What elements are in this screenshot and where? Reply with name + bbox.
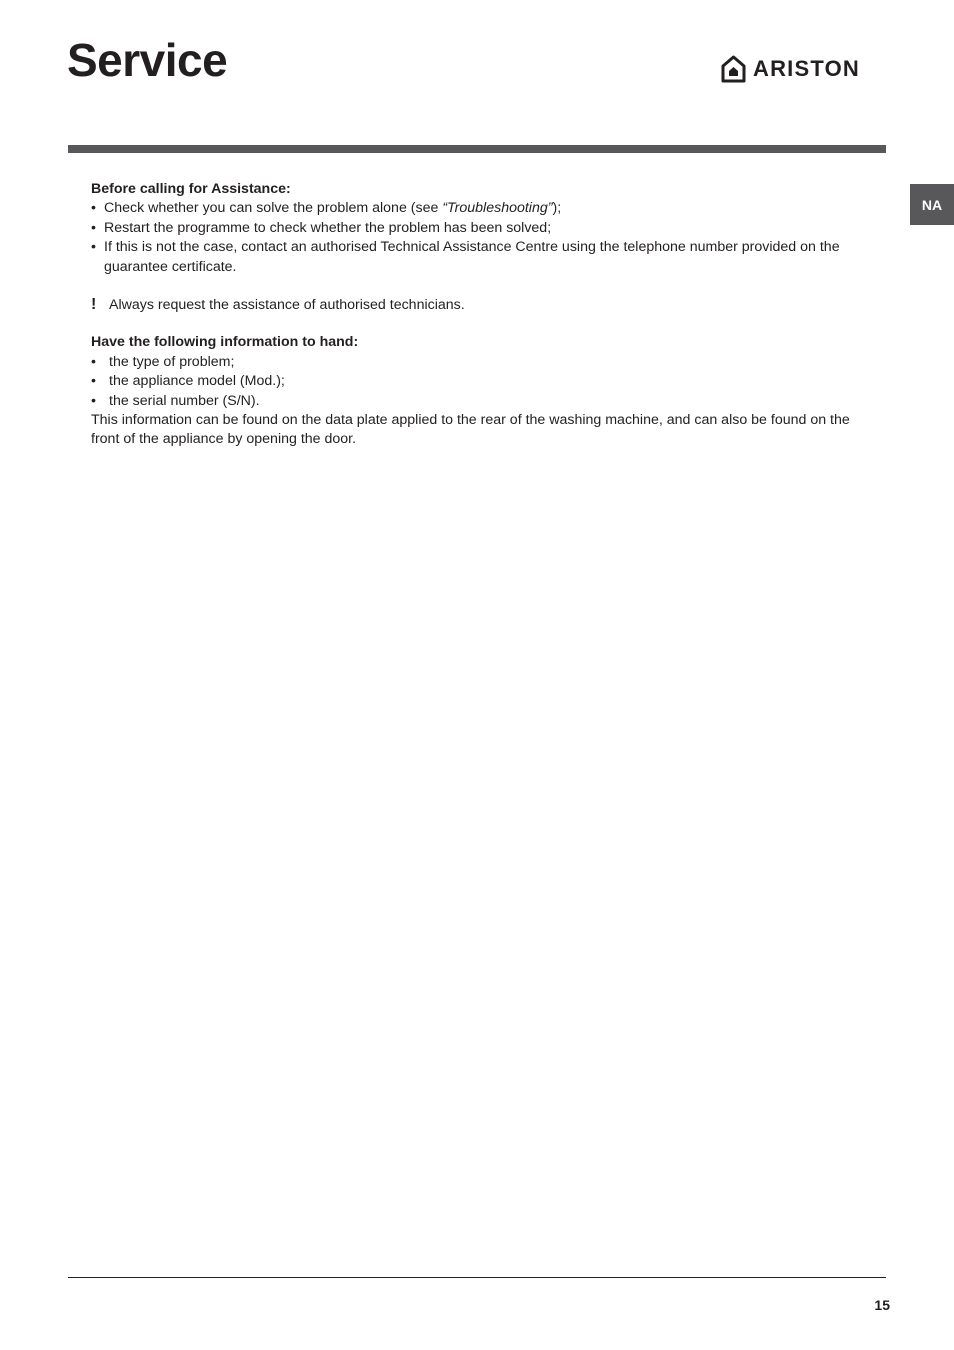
footer-rule [68,1277,886,1278]
list-item: • the appliance model (Mod.); [91,372,851,391]
list-item-text: ); [552,200,562,217]
section-heading: Before calling for Assistance: [91,181,291,197]
page-number: 15 [874,1297,890,1313]
list-item: • If this is not the case, contact an authorised Technical Assistance Centre using the telephone number provided on the guarantee certificate. [91,238,851,277]
information-paragraph: This information can be found on the data plate applied to the rear of the washing machine, and can also be found on the front of the appliance by opening the door. [91,412,850,448]
troubleshooting-reference: “Troubleshooting” [442,200,553,217]
house-logo-icon [721,55,746,83]
header-rule [68,145,886,153]
list-item [91,199,851,218]
information-list [91,353,851,411]
page-title: Service [67,34,228,86]
exclamation-icon: ! [91,296,97,314]
language-tab: NA [910,184,954,225]
service-content [91,180,851,450]
brand-logo [721,54,860,84]
assistance-steps-list [91,199,851,277]
list-item: • the serial number (S/N). [91,392,851,411]
section-heading: Have the following information to hand: [91,334,359,351]
warning-note [91,296,851,315]
list-item: • the type of problem; [91,353,851,372]
list-item: • Restart the programme to check whether the problem has been solved; [91,219,851,238]
list-item-text: Check whether you can solve the problem alone (see [104,200,443,217]
brand-name: ARISTON [753,56,861,81]
note-text: Always request the assistance of authorised technicians. [109,297,465,314]
